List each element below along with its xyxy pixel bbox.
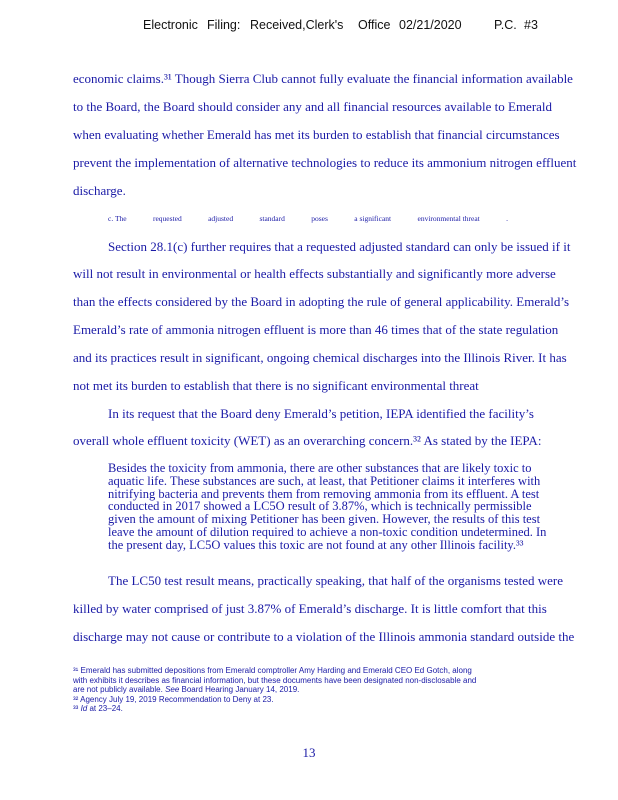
text-line: Emerald’s rate of ammonia nitrogen effluent is more than 46 times that of the state regulation bbox=[73, 322, 559, 337]
heading-word: standard bbox=[259, 214, 285, 223]
header-date: 02/21/2020 bbox=[399, 18, 462, 32]
quote-line: the present day, LC5O values this toxic are not found at any other Illinois facility.³³ bbox=[108, 537, 524, 552]
footnote-33: ³³ Id at 23–24. bbox=[73, 704, 123, 713]
text-line: and its practices result in significant, ongoing chemical discharges into the Illinois River. It has bbox=[73, 350, 567, 365]
text-line: The LC50 test result means, practically speaking, that half of the organisms tested were bbox=[108, 573, 563, 588]
quote-line: conducted in 2017 showed a LC5O result of 3.87%, which is technically permissible bbox=[108, 499, 532, 514]
text-line: discharge. bbox=[73, 183, 126, 198]
heading-word: requested bbox=[152, 214, 182, 223]
text-line: to the Board, the Board should consider any and all financial resources available to Emerald bbox=[73, 99, 553, 114]
header-filing: Filing: bbox=[207, 18, 241, 32]
block-quote bbox=[108, 462, 568, 552]
text-line: killed by water comprised of just 3.87% of Emerald’s discharge. It is little comfort that this bbox=[73, 601, 547, 616]
text-line: discharge may not cause or contribute to a violation of the Illinois ammonia standard outside the bbox=[73, 629, 575, 644]
text-line: Section 28.1(c) further requires that a requested adjusted standard can only be issued if it bbox=[108, 239, 571, 254]
heading-word: poses bbox=[311, 214, 328, 223]
header-office: Office bbox=[358, 18, 391, 32]
quote-line: given the amount of mixing Petitioner has been given. However, the results of this test bbox=[108, 512, 541, 527]
heading-word: a significant bbox=[354, 214, 392, 223]
heading-word: adjusted bbox=[208, 214, 234, 223]
quote-line: aquatic life. These substances are such, at least, that Petitioner claims it interferes with bbox=[108, 473, 541, 488]
header-pc: P.C. bbox=[494, 18, 517, 32]
header-electronic: Electronic bbox=[143, 18, 198, 32]
footnote-31-line: ³¹ Emerald has submitted depositions from Emerald comptroller Amy Harding and Emerald CEO Ed Gotch, along bbox=[73, 666, 472, 675]
quote-line: nitrifying bacteria and prevents them from removing ammonia from its effluent. A test bbox=[108, 486, 540, 501]
id-signal: Id bbox=[80, 704, 88, 713]
text-line: will not result in environmental or health effects substantially and significantly more adverse bbox=[73, 266, 556, 281]
footnote-31-line: with exhibits it describes as financial information, but these documents have been designated non-disclosable and bbox=[73, 675, 477, 685]
see-signal: See bbox=[165, 685, 180, 694]
text-line: when evaluating whether Emerald has met its burden to establish that financial circumstances bbox=[73, 127, 560, 142]
footnotes bbox=[73, 666, 573, 714]
footnote-32: ³² Agency July 19, 2019 Recommendation to Deny at 23. bbox=[73, 694, 274, 704]
heading-word: . bbox=[506, 214, 508, 223]
text-line: not met its burden to establish that there is no significant environmental threat bbox=[73, 378, 479, 393]
text-line: economic claims.³¹ Though Sierra Club cannot fully evaluate the financial information available bbox=[73, 71, 573, 86]
page-number: 13 bbox=[302, 745, 316, 760]
quote-line: Besides the toxicity from ammonia, there are other substances that are likely toxic to bbox=[108, 461, 532, 475]
filing-header bbox=[0, 18, 618, 38]
section-heading-c bbox=[108, 214, 508, 223]
header-pc-number: #3 bbox=[524, 18, 538, 32]
heading-word: environmental threat bbox=[417, 214, 480, 223]
text-line: than the effects considered by the Board in adopting the rule of general applicability. Emerald’s bbox=[73, 294, 569, 309]
quote-line: leave the amount of dilution required to achieve a non-toxic condition undetermined. In bbox=[108, 524, 547, 539]
header-received-clerks: Received,Clerk's bbox=[250, 18, 344, 32]
text-line: overall whole effluent toxicity (WET) as an overarching concern.³² As stated by the IEPA: bbox=[73, 433, 542, 448]
text-line: prevent the implementation of alternative technologies to reduce its ammonium nitrogen effluent bbox=[73, 155, 577, 170]
text-line: In its request that the Board deny Emerald’s petition, IEPA identified the facility’s bbox=[108, 406, 534, 421]
footnote-31-line: are not publicly available. See Board Hearing January 14, 2019. bbox=[73, 685, 300, 694]
heading-word: c. The bbox=[108, 214, 127, 223]
